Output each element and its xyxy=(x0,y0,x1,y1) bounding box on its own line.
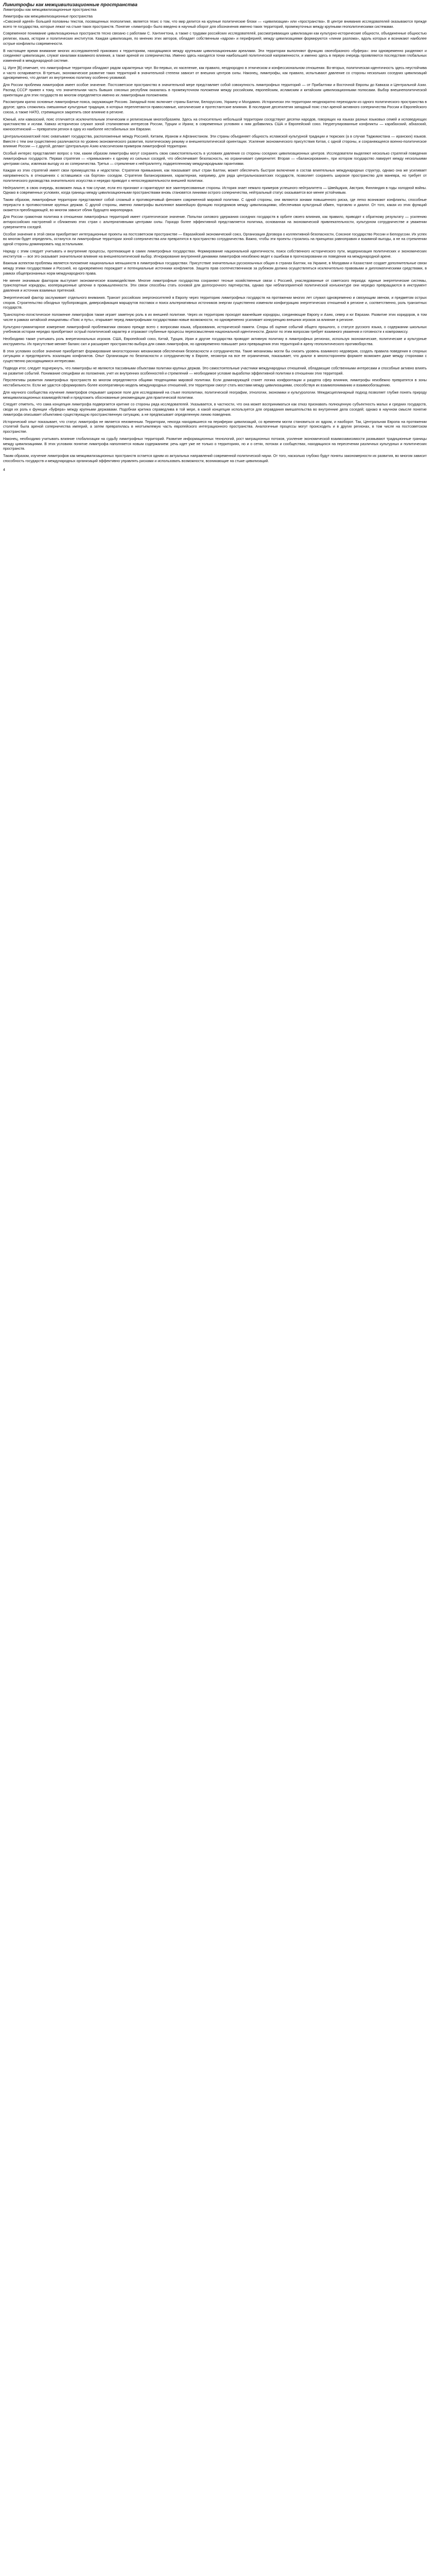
page-number: 4 xyxy=(3,467,5,472)
document-subtitle: Лимитрофы как межцивилизационные пространства xyxy=(3,7,97,12)
paragraph: Подводя итог, следует подчеркнуть, что лимитрофы не являются пассивными объектами политики крупных держав. Это самостоятельные участники международных отношений, обладающие собственными интересами и способные активно влиять на развитие событий. Понимание специфики их положения, учет их внутренних особенностей и стремлений — необходимое условие выработки эффективной политики в отношении этих территорий. xyxy=(3,366,427,376)
paragraph: Важным аспектом проблемы является положение национальных меньшинств в лимитрофных государствах. Присутствие значительных русскоязычных общин в странах Балтии, на Украине, в Молдавии и Казахстане создает дополнительные связи между этими государствами и Россией, но одновременно порождает и потенциальные источники конфликтов. Защита прав соотечественников за рубежом должна осуществляться исключительно правовыми и дипломатическими средствами, в рамках общепризнанных норм международного права. xyxy=(3,261,427,276)
paragraph: Наряду с этим следует учитывать и внутренние процессы, протекающие в самих лимитрофных государствах. Формирование национальной идентичности, поиск собственного исторического пути, модернизация политических и экономических институтов — все это оказывает значительное влияние на внешнеполитический выбор. Игнорирование внутренней динамики лимитрофов неизбежно ведет к ошибкам в прогнозировании их поведения на международной арене. xyxy=(3,249,427,259)
paragraph: Исторический опыт показывает, что статус лимитрофа не является неизменным. Территории, некогда находившиеся на периферии цивилизаций, со временем могли становиться их ядром, и наоборот. Так, Центральная Европа на протяжении столетий была ареной соперничества империй, а затем превратилась в неотъемлемую часть европейского интеграционного пространства. Аналогичные процессы могут происходить и в других регионах, в том числе на постсоветском пространстве. xyxy=(3,419,427,434)
paragraph: Центральноазиатский пояс охватывает государства, расположенные между Россией, Китаем, Ираном и Афганистаном. Эти страны объединяет общность исламской культурной традиции и тюркских (а в случае Таджикистана — иранских) языков. Вместе с тем они существенно различаются по уровню экономического развития, политическому режиму и внешнеполитической ориентации. Усиление экономического присутствия Китая, с одной стороны, и сохраняющееся военно-политическое влияние России — с другой, делают Центральную Азию классическим примером лимитрофной территории. xyxy=(3,134,427,149)
paragraph: Культурно-гуманитарное измерение лимитрофной проблематики связано прежде всего с вопросами языка, образования, исторической памяти. Споры об оценке событий общего прошлого, о статусе русского языка, о содержании школьных учебников истории нередко приобретают острый политический характер и отражают глубинные процессы переосмысления национальной идентичности. Диалог по этим вопросам требует взаимного уважения и готовности к компромиссу. xyxy=(3,325,427,334)
paragraph: Каждая из этих стратегий имеет свои преимущества и недостатки. Стратегия примыкания, как показывает опыт стран Балтии, может обеспечить быстрое включение в состав влиятельных международных структур, однако она же усиливает напряженность в отношениях с оставшимся «за бортом» соседом. Стратегия балансирования, характерная, например, для ряда центральноазиатских государств, позволяет сохранять широкое пространство для маневра, но требует от политического руководства значительного искусства и нередко приводит к непоследовательности внешней политики. xyxy=(3,168,427,183)
paragraph: В настоящее время внимание многих исследователей приковано к территориям, находящимся между крупными цивилизационными ареалами. Эти территории выполняют функцию своеобразного «буфера»: они одновременно разделяют и соединяют цивилизации, служат каналами взаимного влияния, а также ареной их соперничества. Именно здесь находятся точки наибольшей политической напряженности, и именно здесь в первую очередь проявляются последствия глобальных изменений в международной системе. xyxy=(3,48,427,63)
paragraph: Особое значение в этой связи приобретают интеграционные проекты на постсоветском пространстве — Евразийский экономический союз, Организация Договора о коллективной безопасности, Союзное государство России и Белоруссии. Их успех во многом будет определять, останутся ли лимитрофные территории зоной соперничества или превратятся в пространство сотрудничества. Важно, чтобы эти проекты строились на принципах равноправия и взаимной выгоды, а не на стремлении одной стороны доминировать над остальными. xyxy=(3,232,427,246)
paragraph: Для научного сообщества изучение лимитрофов открывает широкое поле для исследований на стыке геополитики, политической географии, этнологии, экономики и культурологии. Междисциплинарный подход позволяет глубже понять природу межцивилизационных взаимодействий и предложить обоснованные рекомендации для практической политики. xyxy=(3,390,427,400)
paragraph: Для России грамотная политика в отношении лимитрофных территорий имеет стратегическое значение. Попытки силового удержания соседних государств в орбите своего влияния, как правило, приводят к обратному результату — усилению антироссийских настроений и сближению этих стран с альтернативными центрами силы. Гораздо более эффективной представляется политика, основанная на экономической привлекательности, культурном сотрудничестве и уважении суверенитета соседей. xyxy=(3,215,427,229)
paragraph: Ц. Ирте [В] отмечает, что лимитрофные территории обладают рядом характерных черт. Во-первых, их население, как правило, неоднородно в этническом и конфессиональном отношении. Во-вторых, политическая идентичность здесь неустойчива и часто оспаривается. В-третьих, экономическое развитие таких территорий в значительной степени зависит от внешних центров силы. Наконец, лимитрофы, как правило, испытывают давление со стороны нескольких соседних цивилизаций одновременно, что делает их внутреннюю политику особенно уязвимой. xyxy=(3,65,427,80)
paragraph: Для России проблема лимитрофов имеет особое значение. Постсоветское пространство в значительной мере представляет собой совокупность лимитрофных территорий — от Прибалтики и Восточной Европы до Кавказа и Центральной Азии. Распад СССР привел к тому, что значительная часть бывших союзных республик оказалась в промежуточном положении между российским, европейским, исламским и китайским цивилизационными полюсами. Выбор внешнеполитической ориентации для этих государств во многом определяется именно их лимитрофным положением. xyxy=(3,83,427,97)
paragraph: Следует отметить, что сама концепция лимитрофа подвергается критике со стороны ряда исследователей. Указывается, в частности, что она может восприниматься как отказ признавать полноценную субъектность малых и средних государств, сводя их роль к функции «буфера» между крупными державами. Подобная критика справедлива в той мере, в какой концепция используется для оправдания вмешательства во внутренние дела соседей; однако в научном смысле понятие лимитрофа описывает объективно существующую пространственную ситуацию, а не предписывает определенную линию поведения. xyxy=(3,402,427,417)
paragraph: Энергетический фактор заслуживает отдельного внимания. Транзит российских энергоносителей в Европу через территорию лимитрофных государств на протяжении многих лет служил одновременно и связующим звеном, и предметом острых споров. Строительство обходных трубопроводов, диверсификация маршрутов поставок и поиск альтернативных источников энергии существенно изменили конфигурацию энергетических отношений в регионе и, соответственно, роль транзитных государств. xyxy=(3,295,427,310)
document-title: Лимитрофы как межцивилизационные пространства xyxy=(3,2,137,7)
paragraph: Южный, или кавказский, пояс отличается исключительным этническим и религиозным многообразием. Здесь на относительно небольшой территории соседствуют десятки народов, говорящих на языках разных языковых семей и исповедующих христианство и ислам. Кавказ исторически служил зоной столкновения интересов России, Турции и Ирана; в современных условиях к ним добавились США и Европейский союз. Неурегулированные конфликты — карабахский, абхазский, южноосетинский — превратили регион в одну из наиболее нестабильных зон Евразии. xyxy=(3,117,427,131)
paragraph: Наконец, необходимо учитывать влияние глобализации на судьбу лимитрофных территорий. Развитие информационных технологий, рост миграционных потоков, усиление экономической взаимозависимости размывают традиционные границы между цивилизациями. В этих условиях понятие лимитрофа наполняется новым содержанием: речь идет уже не только о территориях, но и о сетях, потоках и сообществах, находящихся на пересечении различных культурных и политических пространств. xyxy=(3,436,427,451)
paragraph: Таким образом, лимитрофные территории представляют собой сложный и противоречивый феномен современной мировой политики. С одной стороны, они являются зонами повышенного риска, где легко возникают конфликты, способные перерасти в противостояние крупных держав. С другой стороны, именно лимитрофы выполняют важнейшую функцию посредников между цивилизациями, обеспечивая культурный обмен, торговлю и диалог. От того, какая из этих функций окажется преобладающей, во многом зависит облик будущего миропорядка. xyxy=(3,198,427,212)
paragraph: В этих условиях особое значение приобретает формирование многосторонних механизмов обеспечения безопасности и сотрудничества. Такие механизмы могли бы снизить уровень взаимного недоверия, создать правила поведения в спорных ситуациях и предотвратить эскалацию конфликтов. Опыт Организации по безопасности и сотрудничеству в Европе, несмотря на все ее ограничения, показывает, что диалог в многостороннем формате возможен даже между сторонами с существенно расходящимися интересами. xyxy=(3,349,427,363)
paragraph: Транспортно-логистическое положение лимитрофов также играет заметную роль в их внешней политике. Через их территорию проходят важнейшие коридоры, соединяющие Европу и Азию, север и юг Евразии. Развитие этих коридоров, в том числе в рамках китайской инициативы «Пояс и путь», открывает перед лимитрофными государствами новые возможности, но одновременно усиливает конкуренцию внешних игроков за влияние в регионе. xyxy=(3,313,427,322)
document-header xyxy=(3,2,427,12)
document-body xyxy=(3,14,427,464)
paragraph: Рассмотрим кратко основные лимитрофные пояса, окружающие Россию. Западный пояс включает страны Балтии, Белоруссию, Украину и Молдавию. Исторически эти территории неоднократно переходили из одного политического пространства в другое; здесь сложились смешанные культурные традиции, в которых переплетаются православные, католические и протестантские влияния. В последние десятилетия западный пояс стал ареной активного соперничества России и Европейского союза, а также НАТО, стремящихся закрепить свое влияние в регионе. xyxy=(3,100,427,114)
document-page xyxy=(0,0,430,472)
paragraph: Нейтралитет, в свою очередь, возможен лишь в том случае, если его признают и гарантируют все заинтересованные стороны. История знает немало примеров успешного нейтралитета — Швейцария, Австрия, Финляндия в годы холодной войны. Однако в современных условиях, когда границы между цивилизационными пространствами вновь становятся линиями острого соперничества, нейтральный статус оказывается все менее устойчивым. xyxy=(3,185,427,195)
paragraph: Современное понимание цивилизационных пространств тесно связано с работами С. Хантингтона, а также с трудами российских исследователей, рассматривающих цивилизации как культурно-исторические общности, объединенные общностью религии, языка, истории и политических институтов. Каждая цивилизация, по мнению этих авторов, обладает собственным «ядром» и периферией; между цивилизациями формируются «линии разлома», вдоль которых и возникают наиболее острые конфликты современности. xyxy=(3,31,427,46)
paragraph: Не менее значимым фактором выступает экономическое взаимодействие. Многие лимитрофные государства сохраняют тесные хозяйственные связи с Россией, унаследованные от советского периода: единые энергетические системы, транспортные коридоры, кооперационные цепочки в промышленности. Эти связи способны стать основой для долгосрочного партнерства, однако при неблагоприятной политической конъюнктуре они нередко превращаются в инструмент давления и источник взаимных претензий. xyxy=(3,278,427,293)
paragraph: Таким образом, изучение лимитрофов как межцивилизационных пространств остается одним из актуальных направлений современной политической науки. От того, насколько глубоко будут поняты закономерности их развития, во многом зависит способность государств и международных организаций эффективно управлять рисками и использовать возможности, возникающие на стыке цивилизаций. xyxy=(3,454,427,463)
paragraph: Необходимо также учитывать роль внерегиональных игроков. США, Европейский союз, Китай, Турция, Иран и другие государства проводят активную политику в лимитрофных регионах, используя экономические, политические и культурные инструменты. Их присутствие меняет баланс сил и расширяет пространство выбора для самих лимитрофов, но одновременно повышает риск превращения этих территорий в арену геополитического противоборства. xyxy=(3,337,427,346)
paragraph: Перспективы развития лимитрофных пространств во многом определяются общими тенденциями мировой политики. Если доминирующей станет логика конфронтации и раздела сфер влияния, лимитрофы неизбежно превратятся в зоны нестабильности. Если же удастся сформировать более кооперативную модель международных отношений, эти территории смогут стать мостами между цивилизациями, способствуя их взаимопониманию и взаимообогащению. xyxy=(3,378,427,387)
paragraph: Особый интерес представляет вопрос о том, каким образом лимитрофы могут сохранять свою самостоятельность в условиях давления со стороны соседних цивилизационных центров. Исследователи выделяют несколько стратегий поведения лимитрофных государств. Первая стратегия — «примыкание» к одному из сильных соседей, что обеспечивает безопасность, но ограничивает суверенитет. Вторая — «балансирование», при котором государство лавирует между несколькими центрами силы, извлекая выгоду из их соперничества. Третья — стремление к нейтралитету, подкрепленному международными гарантиями. xyxy=(3,151,427,166)
paragraph: Лимитрофы как межцивилизационные пространства «Сквозной идеей» большей половины текстов, посвященных геополитике, является тезис о том, что мир делится на крупные политические блоки — «цивилизации» или «пространства». В центре внимания исследователей оказываются прежде всего те государства, которые лежат на стыке таких пространств. Понятие «лимитроф» было введено в научный оборот для обозначения именно таких территорий, промежуточных между крупными геополитическими системами. xyxy=(3,14,427,29)
